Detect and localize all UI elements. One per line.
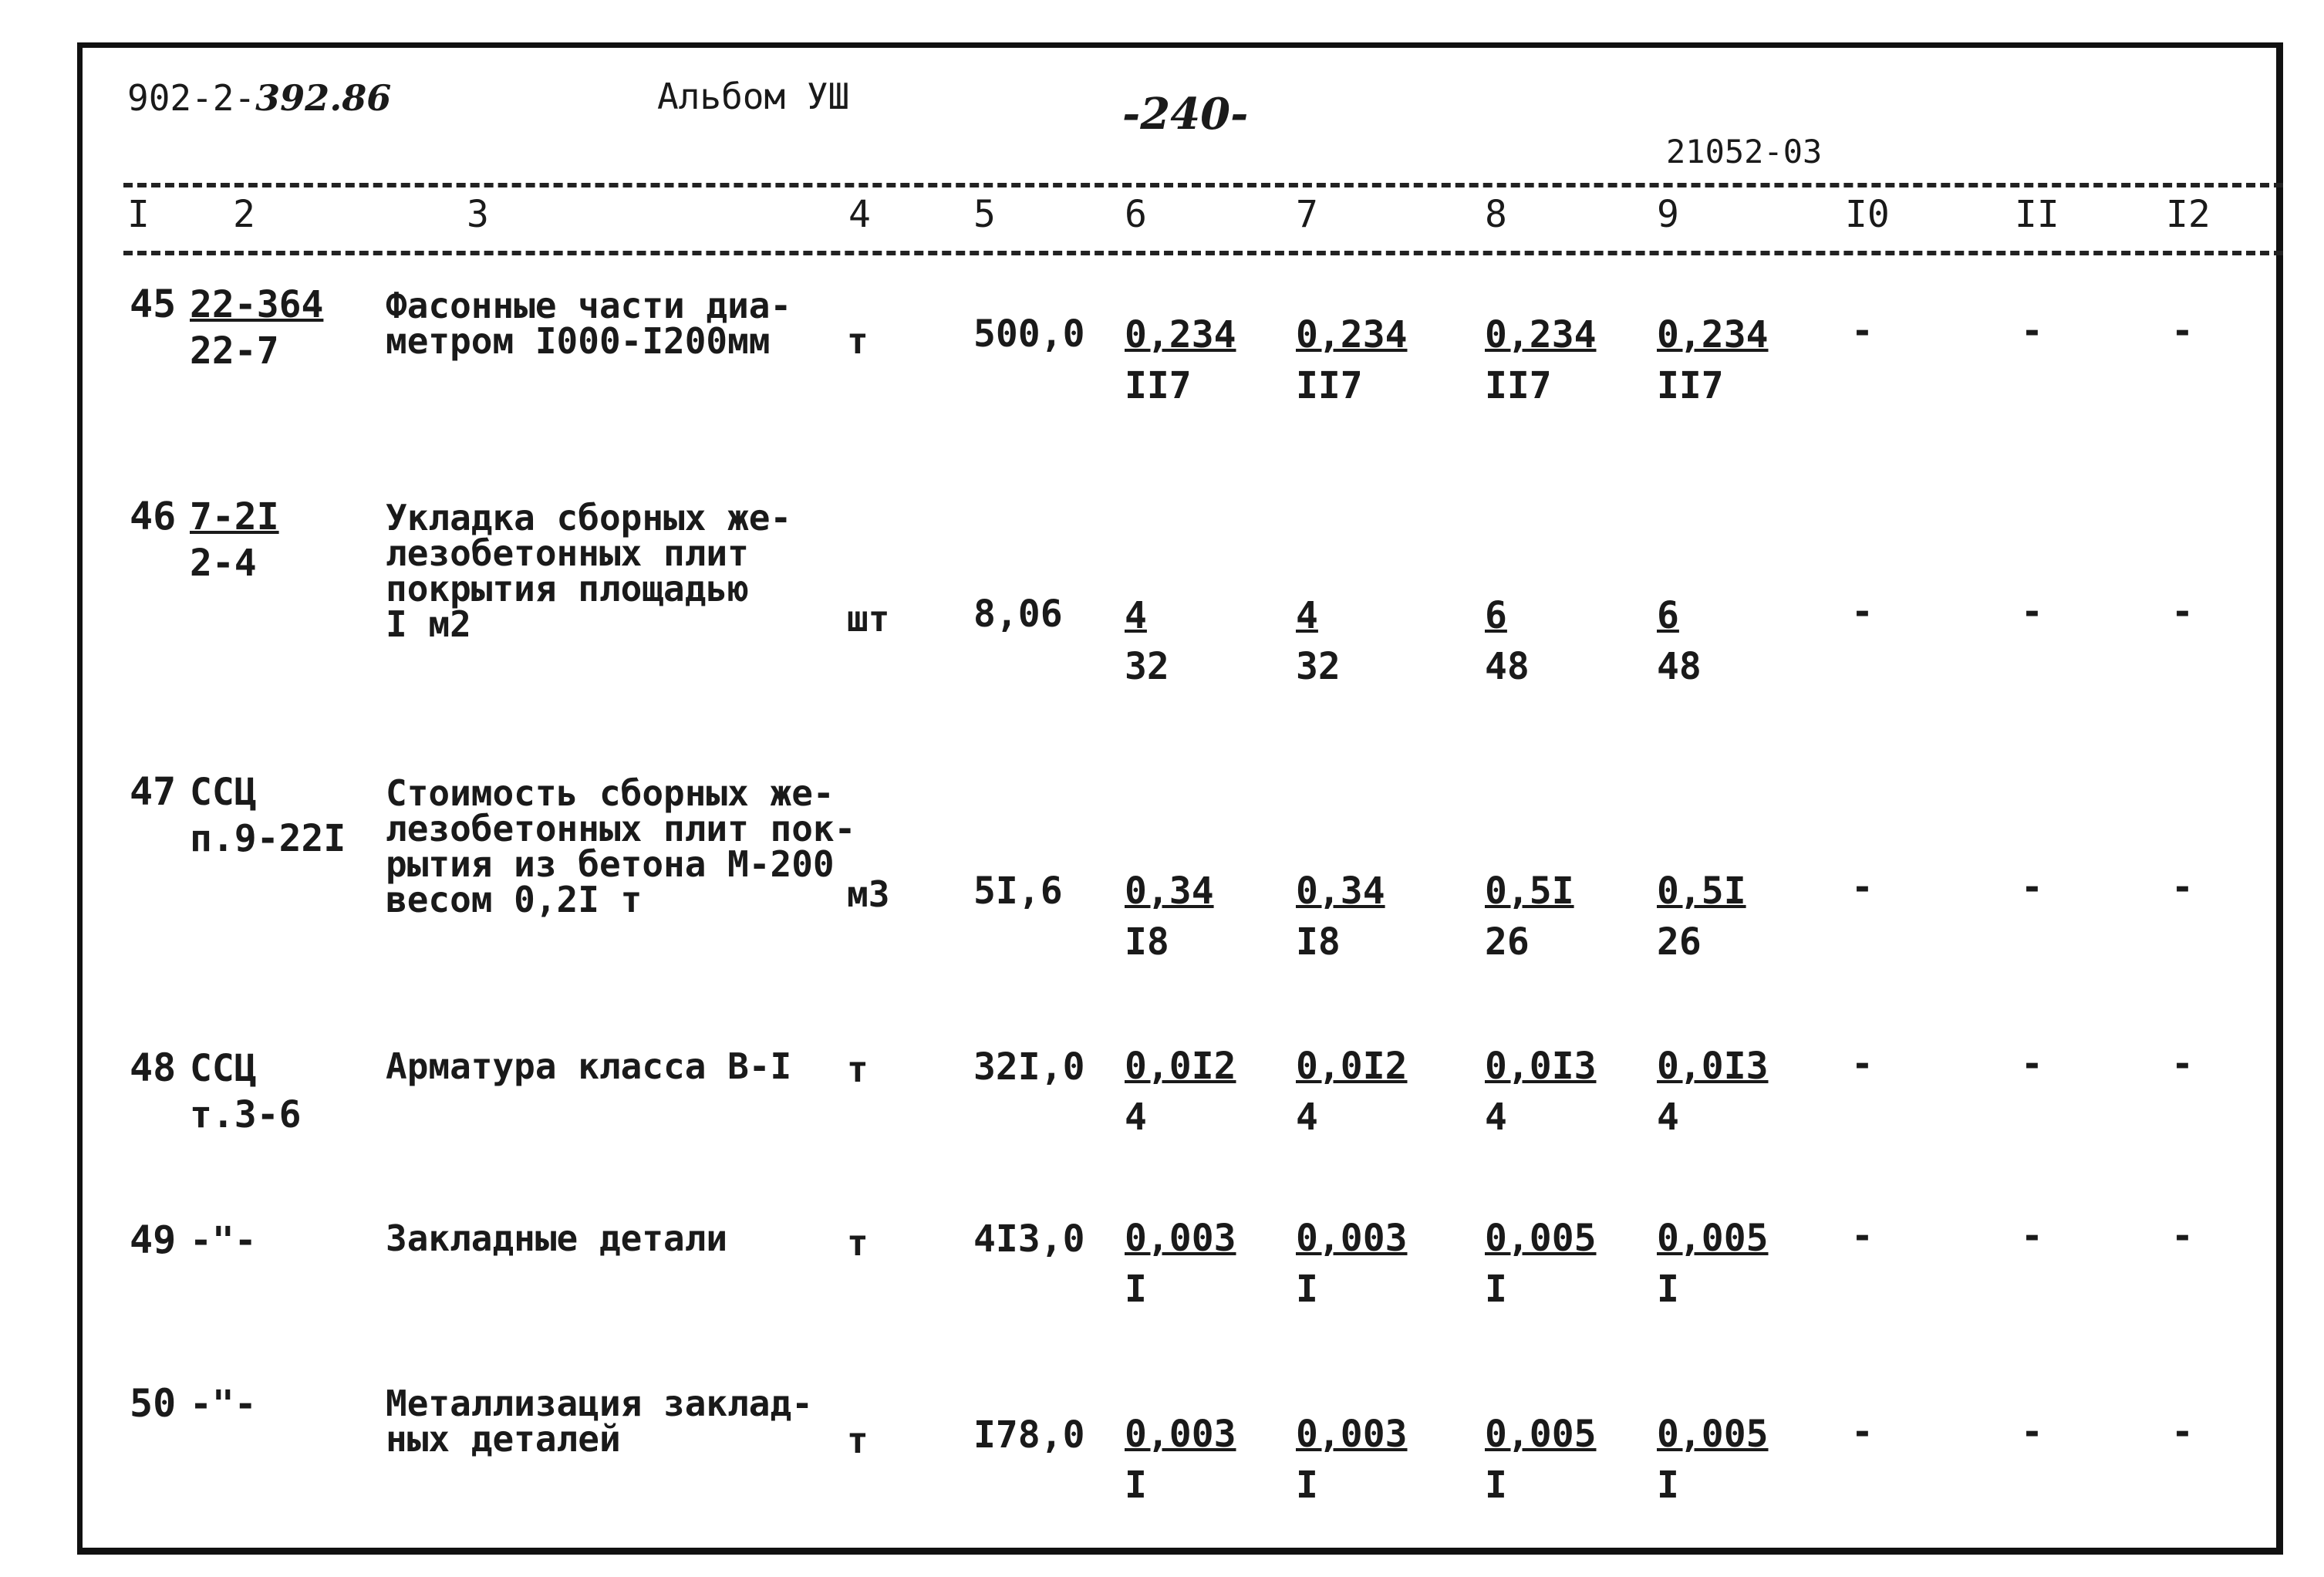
value-col10: - xyxy=(1851,590,1874,633)
value-col12: - xyxy=(2171,309,2194,353)
value-col11: - xyxy=(2021,590,2043,633)
value-col8: $\frac{0,005}{I}$ xyxy=(1485,1217,1597,1311)
row-description: Металлизация заклад- ных деталей xyxy=(386,1383,813,1460)
row-unit: т xyxy=(847,1049,869,1090)
row-number: 46 xyxy=(130,494,177,539)
value-col8: $\frac{6}{48}$ xyxy=(1485,594,1530,688)
row-unit: т xyxy=(847,320,869,362)
value-col12: - xyxy=(2171,1214,2194,1258)
row-description: Фасонные части диа- метром I000-I200мм xyxy=(386,285,792,362)
row-price: I78,0 xyxy=(973,1413,1085,1457)
value-col12: - xyxy=(2171,590,2194,633)
value-col6: $\frac{0,234}{II7}$ xyxy=(1125,313,1236,407)
value-col8: $\frac{0,234}{II7}$ xyxy=(1485,313,1597,407)
value-col11: - xyxy=(2021,1410,2043,1454)
row-unit: м3 xyxy=(847,873,890,915)
value-col8: $\frac{0,5I}{26}$ xyxy=(1485,870,1574,964)
col-header-10: I0 xyxy=(1845,193,1890,236)
row-unit: шт xyxy=(847,598,890,640)
norm-code: ССЦ т.3-6 xyxy=(190,1047,302,1136)
value-col6: $\frac{0,003}{I}$ xyxy=(1125,1413,1236,1507)
value-col8: $\frac{0,0I3}{4}$ xyxy=(1485,1045,1597,1139)
col-header-9: 9 xyxy=(1657,193,1679,236)
col-header-3: 3 xyxy=(467,193,489,236)
col-header-1: I xyxy=(127,193,150,236)
norm-code: 7-2I 2-4 xyxy=(190,495,279,585)
value-col7: $\frac{4}{32}$ xyxy=(1296,594,1341,688)
row-number: 49 xyxy=(130,1217,177,1262)
value-col7: $\frac{0,34}{I8}$ xyxy=(1296,870,1385,964)
value-col7: $\frac{0,003}{I}$ xyxy=(1296,1217,1408,1311)
value-col6: $\frac{0,0I2}{4}$ xyxy=(1125,1045,1236,1139)
value-col9: $\frac{0,005}{I}$ xyxy=(1657,1413,1769,1507)
value-col11: - xyxy=(2021,1214,2043,1258)
value-col10: - xyxy=(1851,1410,1874,1454)
row-number: 45 xyxy=(130,282,177,326)
row-number: 48 xyxy=(130,1045,177,1090)
col-header-2: 2 xyxy=(233,193,255,236)
value-col6: $\frac{0,003}{I}$ xyxy=(1125,1217,1236,1311)
doc-code xyxy=(127,77,391,119)
row-number: 47 xyxy=(130,769,177,814)
row-price: 4I3,0 xyxy=(973,1217,1085,1261)
value-col9: $\frac{6}{48}$ xyxy=(1657,594,1702,688)
value-col9: $\frac{0,5I}{26}$ xyxy=(1657,870,1746,964)
col-header-7: 7 xyxy=(1296,193,1318,236)
value-col7: $\frac{0,234}{II7}$ xyxy=(1296,313,1408,407)
row-description: Арматура класса В-I xyxy=(386,1045,792,1087)
header-divider-top xyxy=(123,183,2283,187)
col-header-4: 4 xyxy=(848,193,871,236)
value-col10: - xyxy=(1851,866,1874,909)
row-price: 500,0 xyxy=(973,312,1085,356)
col-header-12: I2 xyxy=(2166,193,2211,236)
value-col12: - xyxy=(2171,1042,2194,1086)
value-col12: - xyxy=(2171,1410,2194,1454)
norm-code: -"- xyxy=(190,1219,257,1262)
value-col11: - xyxy=(2021,866,2043,909)
norm-code: ССЦ п.9-22I xyxy=(190,771,346,860)
col-header-11: II xyxy=(2015,193,2059,236)
value-col11: - xyxy=(2021,1042,2043,1086)
value-col7: $\frac{0,0I2}{4}$ xyxy=(1296,1045,1408,1139)
value-col9: $\frac{0,0I3}{4}$ xyxy=(1657,1045,1769,1139)
row-number: 50 xyxy=(130,1381,177,1426)
norm-code: 22-364 22-7 xyxy=(190,283,324,373)
row-price: 8,06 xyxy=(973,593,1063,636)
value-col9: $\frac{0,234}{II7}$ xyxy=(1657,313,1769,407)
doc-number: 21052-03 xyxy=(1666,133,1823,171)
col-header-5: 5 xyxy=(973,193,996,236)
col-header-6: 6 xyxy=(1125,193,1147,236)
row-description: Укладка сборных же- лезобетонных плит покрытия площадью I м2 xyxy=(386,497,792,645)
value-col9: $\frac{0,005}{I}$ xyxy=(1657,1217,1769,1311)
value-col10: - xyxy=(1851,1042,1874,1086)
value-col8: $\frac{0,005}{I}$ xyxy=(1485,1413,1597,1507)
value-col6: $\frac{0,34}{I8}$ xyxy=(1125,870,1214,964)
col-header-8: 8 xyxy=(1485,193,1507,236)
value-col10: - xyxy=(1851,309,1874,353)
row-unit: т xyxy=(847,1222,869,1264)
value-col12: - xyxy=(2171,866,2194,909)
doc-code-handwritten: 392.86 xyxy=(255,77,392,119)
row-price: 32I,0 xyxy=(973,1045,1085,1089)
value-col6: $\frac{4}{32}$ xyxy=(1125,594,1169,688)
norm-code: -"- xyxy=(190,1383,257,1426)
page-number: -240- xyxy=(1122,89,1249,140)
value-col10: - xyxy=(1851,1214,1874,1258)
doc-code-prefix: 902-2- xyxy=(127,77,256,119)
header-divider-bottom xyxy=(123,251,2283,255)
row-unit: т xyxy=(847,1420,869,1461)
value-col7: $\frac{0,003}{I}$ xyxy=(1296,1413,1408,1507)
row-description: Закладные детали xyxy=(386,1217,728,1259)
value-col11: - xyxy=(2021,309,2043,353)
row-price: 5I,6 xyxy=(973,870,1063,913)
album-label: Альбом УШ xyxy=(657,76,850,117)
row-description: Стоимость сборных же- лезобетонных плит пок- рытия из бетона М-200 весом 0,2I т xyxy=(386,772,856,920)
